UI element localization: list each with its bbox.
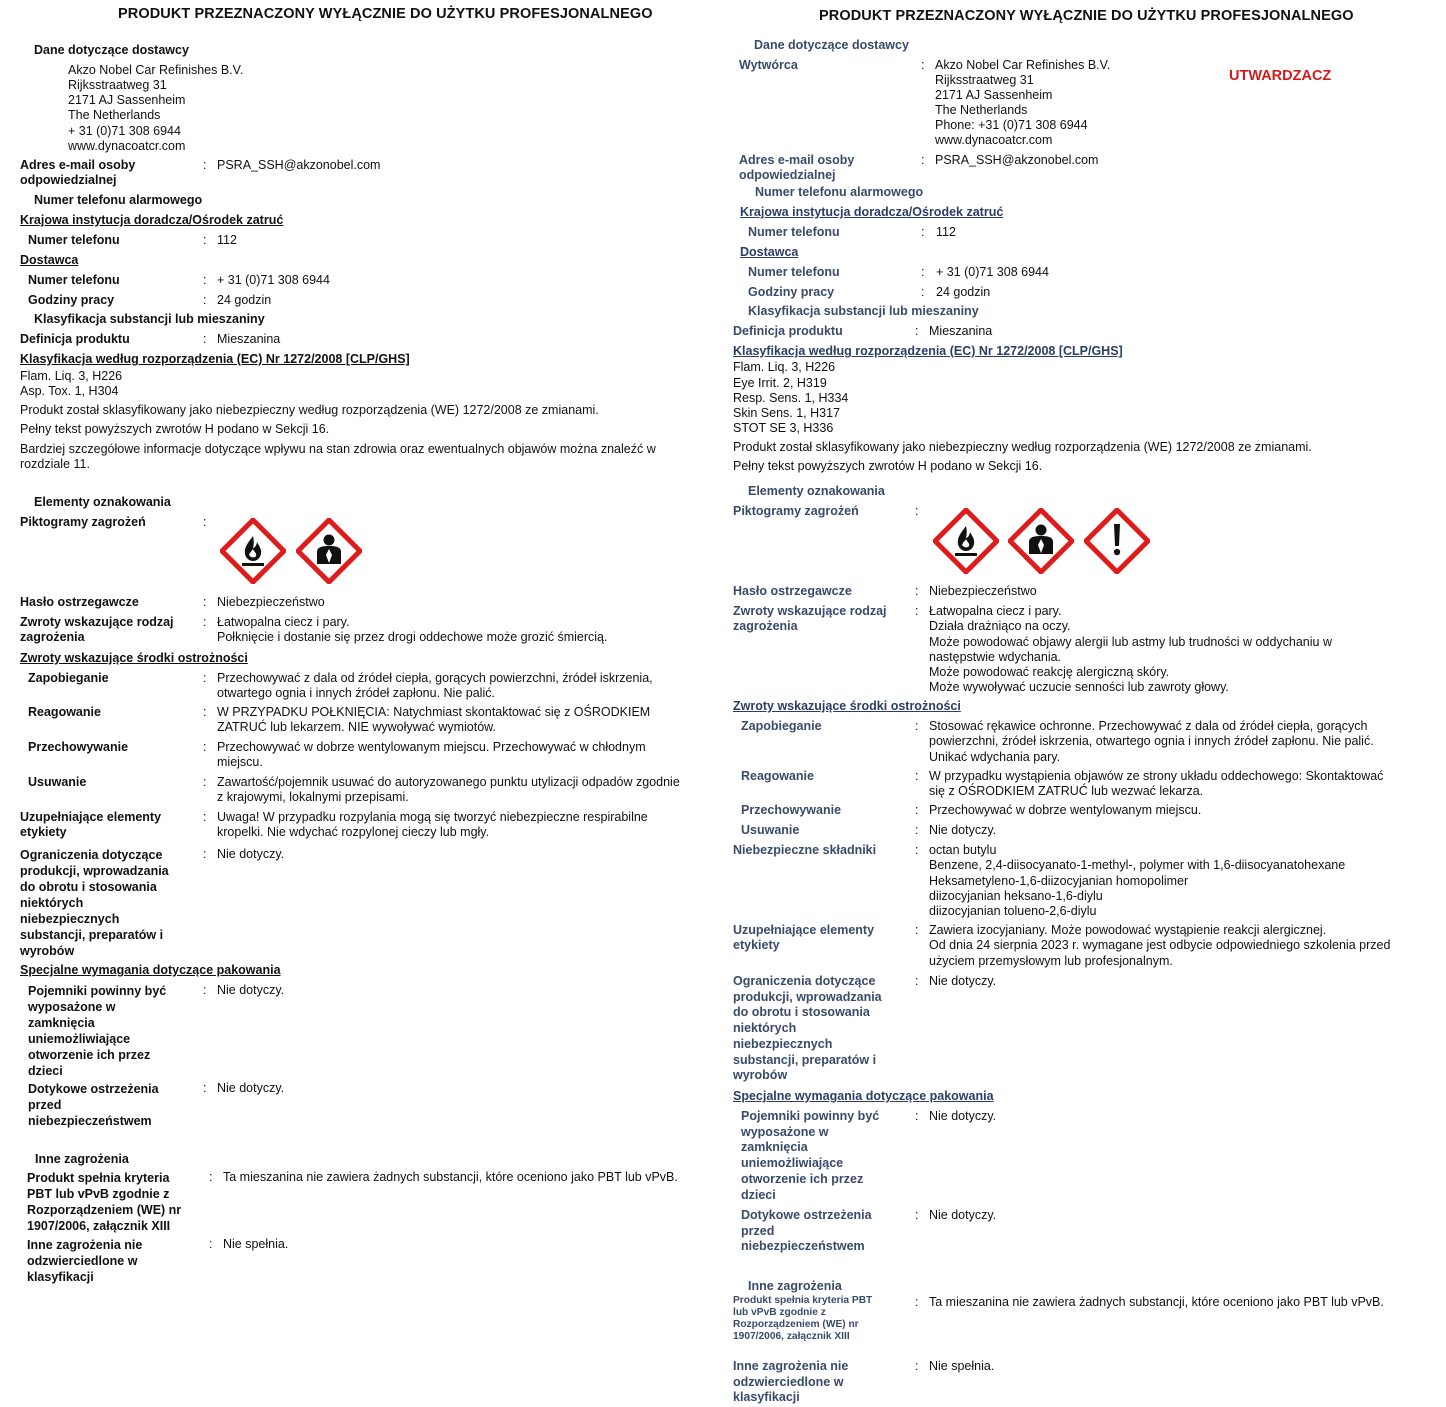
exclamation-icon [1084, 508, 1150, 574]
phone-value: 112 [217, 233, 237, 247]
colon: : [203, 273, 207, 287]
phone-label: Numer telefonu [748, 225, 840, 239]
hours-label: Godziny pracy [28, 293, 115, 307]
colon: : [915, 504, 919, 518]
supplier-heading: Dane dotyczące dostawcy [34, 43, 189, 57]
product-definition-label: Definicja produktu [733, 324, 843, 338]
clp-line: Asp. Tox. 1, H304 [20, 384, 119, 398]
colon: : [203, 515, 207, 529]
supplemental-label: Uzupełniające elementy etykiety [20, 810, 162, 840]
page-header: PRODUKT PRZEZNACZONY WYŁĄCZNIE DO UŻYTKU PROFESJONALNEGO [819, 8, 1354, 24]
other-hazards-label: Inne zagrożenia nie odzwierciedlone w klasyfikacji [27, 1238, 143, 1284]
pbt-label: Produkt spełnia kryteria PBT lub vPvB zgodnie z Rozporządzeniem (WE) nr 1907/2006, załącznik XIII [27, 1171, 182, 1233]
precaution-heading: Zwroty wskazujące środki ostrożności [733, 699, 961, 713]
storage-value: Przechowywać w dobrze wentylowanym miejscu. [929, 803, 1202, 817]
other-hazards-value: Nie spełnia. [223, 1237, 289, 1251]
colon: : [203, 775, 207, 789]
restrictions-label: Ograniczenia dotyczące produkcji, wprowadzania do obrotu i stosowania niektórych niebezpiecznych substancji, preparatów i wyrobów [733, 974, 882, 1083]
clp-note: Pełny tekst powyższych zwrotów H podano w Sekcji 16. [20, 422, 330, 436]
child-closures-label: Pojemniki powinny być wyposażone w zamknięcia uniemożliwiające otworzenie ich przez dzieci [741, 1109, 880, 1202]
colon: : [209, 1237, 213, 1251]
colon: : [915, 843, 919, 857]
pictograms-label: Piktogramy zagrożeń [733, 504, 859, 518]
product-definition-value: Mieszanina [929, 324, 993, 338]
supplier-website: www.dynacoatcr.com [935, 133, 1053, 147]
supplemental-value: Zawiera izocyjaniany. Może powodować wystąpienie reakcji alergicznej. Od dnia 24 sierpnia 2023 r. wymagane jest odbycie odpowiedniego szkolenia przed użyciem przemysłowym lub profesjonalnym. [929, 923, 1391, 968]
manufacturer-label: Wytwórca [739, 58, 798, 72]
storage-label: Przechowywanie [741, 803, 842, 817]
restrictions-value: Nie dotyczy. [929, 974, 997, 988]
left-document-column [0, 0, 722, 1407]
other-hazards-value: Nie spełnia. [929, 1359, 995, 1373]
disposal-label: Usuwanie [28, 775, 87, 789]
pbt-label: Produkt spełnia kryteria PBT lub vPvB zgodnie z Rozporządzeniem (WE) nr 1907/2006, załącznik XIII [733, 1295, 873, 1343]
colon: : [203, 671, 207, 685]
response-value: W przypadku wystąpienia objawów ze strony układu oddechowego: Skontaktować się z OŚRODKIEM ZATRUĆ lub wezwać lekarza. [929, 769, 1384, 799]
colon: : [915, 584, 919, 598]
hours-value: 24 godzin [217, 293, 272, 307]
classification-heading: Klasyfikacja substancji lub mieszaniny [748, 304, 979, 318]
prevention-label: Zapobieganie [741, 719, 822, 733]
colon: : [921, 285, 925, 299]
other-hazards-heading: Inne zagrożenia [35, 1152, 129, 1166]
packaging-heading: Specjalne wymagania dotyczące pakowania [20, 963, 281, 977]
national-center-heading: Krajowa instytucja doradcza/Ośrodek zatruć [740, 205, 1004, 219]
packaging-heading: Specjalne wymagania dotyczące pakowania [733, 1089, 994, 1103]
colon: : [921, 265, 925, 279]
colon: : [203, 705, 207, 719]
pictograms-label: Piktogramy zagrożeń [20, 515, 146, 529]
alarm-heading: Numer telefonu alarmowego [755, 185, 924, 199]
clp-line: Flam. Liq. 3, H226 [733, 360, 836, 374]
colon: : [203, 810, 207, 824]
prevention-value: Stosować rękawice ochronne. Przechowywać z dala od źródeł ciepła, gorących powierzchni, źródeł iskrzenia, otwartego ognia i innych źródeł zapłonu. Nie palić. Unikać wdychania pary. [929, 719, 1374, 764]
colon: : [915, 823, 919, 837]
email-label: Adres e-mail osoby odpowiedzialnej [20, 158, 136, 188]
clp-note: Produkt został sklasyfikowany jako niebezpieczny według rozporządzenia (WE) 1272/2008 ze zmianami. [20, 403, 599, 417]
hazard-statements-value: Łatwopalna ciecz i pary. Połknięcie i dostanie się przez drogi oddechowe może grozić śmiercią. [217, 615, 608, 645]
clp-line: STOT SE 3, H336 [733, 421, 834, 435]
clp-line: Resp. Sens. 1, H334 [733, 391, 849, 405]
clp-note: Bardziej szczegółowe informacje dotyczące wpływu na stan zdrowia oraz ewentualnych objawów można znaleźć w rozdziale 11. [20, 442, 656, 472]
clp-heading: Klasyfikacja według rozporządzenia (EC) Nr 1272/2008 [CLP/GHS] [20, 352, 410, 366]
clp-note: Produkt został sklasyfikowany jako niebezpieczny według rozporządzenia (WE) 1272/2008 ze zmianami. [733, 440, 1312, 454]
supplemental-label: Uzupełniające elementy etykiety [733, 923, 875, 953]
supplier-address-line: The Netherlands [935, 103, 1028, 117]
disposal-label: Usuwanie [741, 823, 800, 837]
email-value: PSRA_SSH@akzonobel.com [217, 158, 381, 172]
clp-line: Skin Sens. 1, H317 [733, 406, 841, 420]
tactile-warning-label: Dotykowe ostrzeżenia przed niebezpieczeństwem [741, 1208, 872, 1254]
supplier-heading: Dane dotyczące dostawcy [754, 38, 909, 52]
colon: : [915, 604, 919, 618]
colon: : [915, 719, 919, 733]
label-elements-heading: Elementy oznakowania [748, 484, 885, 498]
restrictions-value: Nie dotyczy. [217, 847, 285, 861]
colon: : [915, 769, 919, 783]
supplier-address-line: Rijksstraatweg 31 [68, 78, 167, 92]
colon: : [915, 1208, 919, 1222]
child-closures-value: Nie dotyczy. [929, 1109, 997, 1123]
signal-word-label: Hasło ostrzegawcze [20, 595, 139, 609]
dostawca-phone-value: + 31 (0)71 308 6944 [936, 265, 1049, 279]
hazard-statements-label: Zwroty wskazujące rodzaj zagrożenia [20, 615, 174, 645]
pbt-value: Ta mieszanina nie zawiera żadnych substancji, które oceniono jako PBT lub vPvB. [929, 1295, 1384, 1309]
signal-word-value: Niebezpieczeństwo [217, 595, 325, 609]
supplier-address-line: + 31 (0)71 308 6944 [68, 124, 181, 138]
colon: : [203, 983, 207, 997]
colon: : [203, 740, 207, 754]
tactile-warning-value: Nie dotyczy. [217, 1081, 285, 1095]
pbt-value: Ta mieszanina nie zawiera żadnych substancji, które oceniono jako PBT lub vPvB. [223, 1170, 678, 1184]
dostawca-phone-value: + 31 (0)71 308 6944 [217, 273, 330, 287]
supplier-address-line: 2171 AJ Sassenheim [68, 93, 186, 107]
other-hazards-heading: Inne zagrożenia [748, 1279, 842, 1293]
hazard-statements-value: Łatwopalna ciecz i pary. Działa drażniąco na oczy. Może powodować objawy alergii lub astmy lub trudności w oddychaniu w następstwie wdychania. Może powodować reakcję alergiczną skóry. Może wywoływać uczucie senności lub zawroty głowy. [929, 604, 1332, 695]
tactile-warning-value: Nie dotyczy. [929, 1208, 997, 1222]
dostawca-phone-label: Numer telefonu [748, 265, 840, 279]
national-center-heading: Krajowa instytucja doradcza/Ośrodek zatruć [20, 213, 284, 227]
supplier-address-line: The Netherlands [68, 108, 161, 122]
health-hazard-icon [1008, 508, 1074, 574]
disposal-value: Nie dotyczy. [929, 823, 997, 837]
supplemental-value: Uwaga! W przypadku rozpylania mogą się tworzyć niebezpieczne respirabilne kropelki. Nie wdychać rozpylonej cieczy lub mgły. [217, 810, 648, 840]
supplier-address-line: Akzo Nobel Car Refinishes B.V. [68, 63, 244, 77]
dostawca-phone-label: Numer telefonu [28, 273, 120, 287]
signal-word-value: Niebezpieczeństwo [929, 584, 1037, 598]
colon: : [915, 974, 919, 988]
label-elements-heading: Elementy oznakowania [34, 495, 171, 509]
signal-word-label: Hasło ostrzegawcze [733, 584, 852, 598]
child-closures-label: Pojemniki powinny być wyposażone w zamknięcia uniemożliwiające otworzenie ich przez dzieci [28, 984, 167, 1078]
disposal-value: Zawartość/pojemnik usuwać do autoryzowanego punktu utylizacji odpadów zgodnie z krajowymi, lokalnymi przepisami. [217, 775, 680, 805]
dostawca-heading: Dostawca [740, 245, 799, 259]
supplier-address-line: Phone: +31 (0)71 308 6944 [935, 118, 1088, 132]
clp-heading: Klasyfikacja według rozporządzenia (EC) Nr 1272/2008 [CLP/GHS] [733, 344, 1123, 358]
colon: : [915, 1295, 919, 1309]
classification-heading: Klasyfikacja substancji lub mieszaniny [34, 312, 265, 326]
colon: : [203, 847, 207, 861]
supplier-address-line: Rijksstraatweg 31 [935, 73, 1034, 87]
response-label: Reagowanie [28, 705, 101, 719]
email-label: Adres e-mail osoby odpowiedzialnej [739, 153, 855, 183]
colon: : [203, 158, 207, 172]
hazardous-ingredients-label: Niebezpieczne składniki [733, 843, 877, 857]
hazard-statements-label: Zwroty wskazujące rodzaj zagrożenia [733, 604, 887, 634]
colon: : [203, 332, 207, 346]
clp-line: Eye Irrit. 2, H319 [733, 376, 827, 390]
colon: : [915, 324, 919, 338]
other-hazards-label: Inne zagrożenia nie odzwierciedlone w klasyfikacji [733, 1359, 849, 1405]
supplier-address-line: Akzo Nobel Car Refinishes B.V. [935, 58, 1111, 72]
restrictions-label: Ograniczenia dotyczące produkcji, wprowadzania do obrotu i stosowania niektórych niebezpiecznych substancji, preparatów i wyrobów [20, 848, 169, 958]
dostawca-heading: Dostawca [20, 253, 79, 267]
alarm-heading: Numer telefonu alarmowego [34, 193, 203, 207]
colon: : [921, 153, 925, 167]
flame-icon [933, 508, 999, 574]
response-value: W PRZYPADKU POŁKNIĘCIA: Natychmiast skontaktować się z OŚRODKIEM ZATRUĆ lub lekarzem. NIE wywoływać wymiotów. [217, 705, 651, 735]
colon: : [203, 615, 207, 629]
colon: : [203, 233, 207, 247]
page-header: PRODUKT PRZEZNACZONY WYŁĄCZNIE DO UŻYTKU PROFESJONALNEGO [118, 6, 653, 22]
email-value: PSRA_SSH@akzonobel.com [935, 153, 1099, 167]
health-hazard-icon [296, 518, 362, 584]
product-type-stamp: UTWARDZACZ [1229, 68, 1332, 84]
supplier-address-line: 2171 AJ Sassenheim [935, 88, 1053, 102]
colon: : [915, 923, 919, 937]
supplier-website: www.dynacoatcr.com [68, 139, 186, 153]
colon: : [915, 1359, 919, 1373]
colon: : [203, 293, 207, 307]
clp-note: Pełny tekst powyższych zwrotów H podano w Sekcji 16. [733, 459, 1043, 473]
hazardous-ingredients-value: octan butylu Benzene, 2,4-diisocyanato-1-methyl-, polymer with 1,6-diisocyanatohexane Heksametyleno-1,6-diizocyjanian homopolimer diizocyjanian heksano-1,6-diylu diizocyjanian tolueno-2,6-diylu [929, 843, 1346, 919]
storage-label: Przechowywanie [28, 740, 129, 754]
storage-value: Przechowywać w dobrze wentylowanym miejscu. Przechowywać w chłodnym miejscu. [217, 740, 646, 770]
right-document-column [722, 0, 1446, 1407]
colon: : [921, 58, 925, 72]
prevention-value: Przechowywać z dala od źródeł ciepła, gorących powierzchni, źródeł iskrzenia, otwartego ognia i innych źródeł zapłonu. Nie palić. [217, 671, 653, 701]
prevention-label: Zapobieganie [28, 671, 109, 685]
hours-label: Godziny pracy [748, 285, 835, 299]
phone-label: Numer telefonu [28, 233, 120, 247]
colon: : [209, 1170, 213, 1184]
colon: : [921, 225, 925, 239]
colon: : [915, 1109, 919, 1123]
colon: : [915, 803, 919, 817]
flame-icon [220, 518, 286, 584]
precaution-heading: Zwroty wskazujące środki ostrożności [20, 651, 248, 665]
colon: : [203, 595, 207, 609]
child-closures-value: Nie dotyczy. [217, 983, 285, 997]
product-definition-label: Definicja produktu [20, 332, 130, 346]
phone-value: 112 [936, 225, 956, 239]
hours-value: 24 godzin [936, 285, 991, 299]
clp-line: Flam. Liq. 3, H226 [20, 369, 123, 383]
tactile-warning-label: Dotykowe ostrzeżenia przed niebezpieczeństwem [28, 1082, 159, 1128]
colon: : [203, 1081, 207, 1095]
product-definition-value: Mieszanina [217, 332, 281, 346]
response-label: Reagowanie [741, 769, 814, 783]
